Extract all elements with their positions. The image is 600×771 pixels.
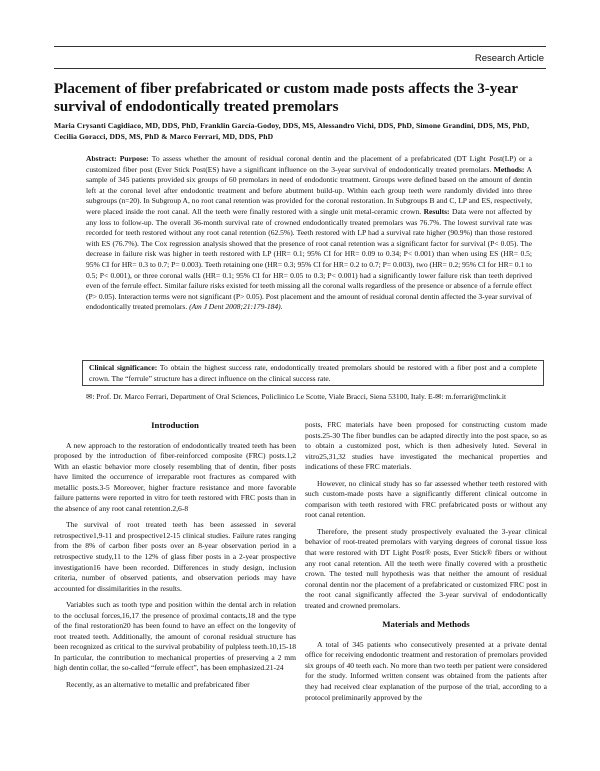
left-column [54,420,296,697]
top-rule [54,46,546,47]
header-rule [54,68,546,69]
right-paragraph-3: Therefore, the present study prospectively evaluated the 3-year clinical behavior of root-treated premolars with varying degrees of coronal tissue loss that were restored with DT Light Post® posts, Ever Stick® fibers or without any root canal retention. All the teeth were finally covered with a prosthetic crown. The tested null hypothesis was that neither the amount of residual coronal dentin nor the placement of a prefabricated or customized FRC post in the root canal significantly affected the 3-year survival of endodontically treated and crowned premolars. [305,526,547,610]
abstract-citation: (Am J Dent 2008;21:179-184). [189,302,283,312]
methods-heading: Materials and Methods [382,619,470,630]
abstract-results: Data were not affected by any loss to follow-up. The overall 36-month survival rate of crowned endodontically treated premolars was 76.7%. The lowest survival rate was recorded for teeth restored without any root canal retention (62.5%). Teeth restored with LP had a survival rate higher (90.9%) than those restored with ES (76.7%). The Cox regression analysis showed that the presence of root canal retention was a significant factor for survival (P< 0.05). The decrease in failure risk was higher in teeth restored with LP (HR= 0.1; 95% CI for HR= 0.09 to 0.34; P< 0.001) than when using ES (HR= 0.5; 95% CI for HR= 0.3 to 0.7; P= 0.003). Teeth retaining one (HR= 0.3; 95% CI for HR= 0.2 to 0.7; P= 0.003), two (HR= 0.2; 95% CI for HR= 0.1 to 0.5; P< 0.001), or three coronal walls (HR= 0.1; 95% CI for HR= 0.05 to 0.3; P< 0.001) had a significantly lower failure risk than teeth deprived even of the ferrule effect. Similar failure risks existed for teeth missing all the coronal walls regardless of the presence or absence of a ferrule effect (P> 0.05). Interaction terms were not significant (P> 0.05). Post placement and the amount of residual coronal dentin affected the 3-year survival of endodontically treated premolars. [86,206,532,312]
right-column [305,420,547,709]
right-paragraph-1: posts, FRC materials have been proposed for constructing custom made posts.25-30 The fiber bundles can be adapted directly into the post space, so as to obtain a customized post, which is then adhesively luted. Several in vitro25,31,32 studies have investigated the mechanical properties and indications of these FRC materials. [305,420,547,472]
section-label: Research Article [474,53,544,64]
abstract-purpose: To assess whether the amount of residual coronal dentin and the placement of a prefabricated (DT Light Post(LP) or a customized fiber post (Ever Stick Post(ES) have a significant influence on the 3-year survival of endodontically treated premolars. [86,154,532,174]
abstract-results-label: Results: [423,206,450,216]
clinical-label: Clinical significance: [89,363,158,372]
right-paragraph-2: However, no clinical study has so far assessed whether teeth restored with such custom-made posts have a significantly different clinical outcome in comparison with teeth restored with FRC prefabricated posts or without any root canal retention. [305,478,547,520]
intro-heading: Introduction [151,420,199,430]
intro-paragraph-4: Recently, as an alternative to metallic and prefabricated fiber [66,680,250,690]
abstract-lead: Abstract: Purpose: [86,154,149,163]
clinical-significance-box [82,360,544,386]
intro-paragraph-2: The survival of root treated teeth has been assessed in several retrospective1,9-11 and prospective12-15 clinical studies. Failure rates ranging from the 8% of carbon fiber posts over an 8-year observation period in a retrospective study,11 to the 12% of glass fiber posts in a 2-year prospective investigation16 have been recorded. Differences in study design, inclusion criteria, number of observed patients, and observation periods may have accounted for dissimilarities in the results. [54,520,296,593]
abstract-methods: A sample of 345 patients provided six groups of 60 premolars in need of endodontic treatment. Groups were defined based on the amount of dentin left at the coronal level after endodontic treatment and before abutment build-up. Within each group teeth were randomly divided into three subgroups (n=20). In Subgroup A, no root canal retention was provided for the coronal restoration. In Subgroups B and C, LP and ES, respectively, were placed inside the root canal. All the teeth were finally restored with a single unit metal-ceramic crown. [86,164,532,216]
author-list: Maria Crysanti Cagidiaco, MD, DDS, PhD, Franklin García-Godoy, DDS, MS, Alessandro Vichi, DDS, PhD, Simone Grandini, DDS, MS, PhD, Cecilia Goracci, DDS, MS, PhD & Marco Ferrari, MD, DDS, PhD [54,121,530,141]
intro-paragraph-3: Variables such as tooth type and position within the dental arch in relation to the occlusal forces,16,17 the presence of proximal contacts,18 and the type of the final restoration20 has been found to have an effect on the longevity of root treated teeth. Additionally, the amount of coronal residual structure has been recognized as critical to the survival probability of pulpless teeth.10,15-18 In particular, the contribution to mechanical properties of preserving a 2 mm high dentin collar, the so-called “ferrule effect”, has been emphasized.21-24 [54,600,296,673]
article-title: Placement of fiber prefabricated or custom made posts affects the 3-year survival of endodontically treated premolars [54,81,518,115]
clinical-text: To obtain the highest success rate, endodontically treated premolars should be restored with a fiber post and a complete crown. The “ferrule” structure has a direct influence on the clinical success rate. [89,363,537,383]
intro-paragraph-1: A new approach to the restoration of endodontically treated teeth has been proposed by the introduction of fiber-reinforced composite (FRC) posts.1,2 With an elastic behavior more closely resembling that of dentin, fiber posts have limited the occurrence of irreparable root fractures as compared with metallic posts.3-5 Moreover, higher fracture resistance and more favorable failure patterns were reported in vitro for teeth restored with FRC posts than in the absence of any root canal retention.2,6-8 [54,440,296,513]
methods-paragraph-1: A total of 345 patients who consecutively presented at a private dental office for receiving endodontic treatment and restoration of premolars provided six groups of 40 teeth each. No more than two teeth per patient were considered for the study. Informed written consent was obtained from the patients after they had received clear explanation of the purpose of the trial, according to a protocol preliminarily approved by the [305,639,547,702]
abstract [86,154,532,313]
abstract-methods-label: Methods: [493,164,525,174]
correspondence: ✉: Prof. Dr. Marco Ferrari, Department of Oral Sciences, Policlinico Le Scotte, Viale Bracci, Siena 53100, Italy. E-✉: m.ferrari@mclink.it [86,392,507,401]
